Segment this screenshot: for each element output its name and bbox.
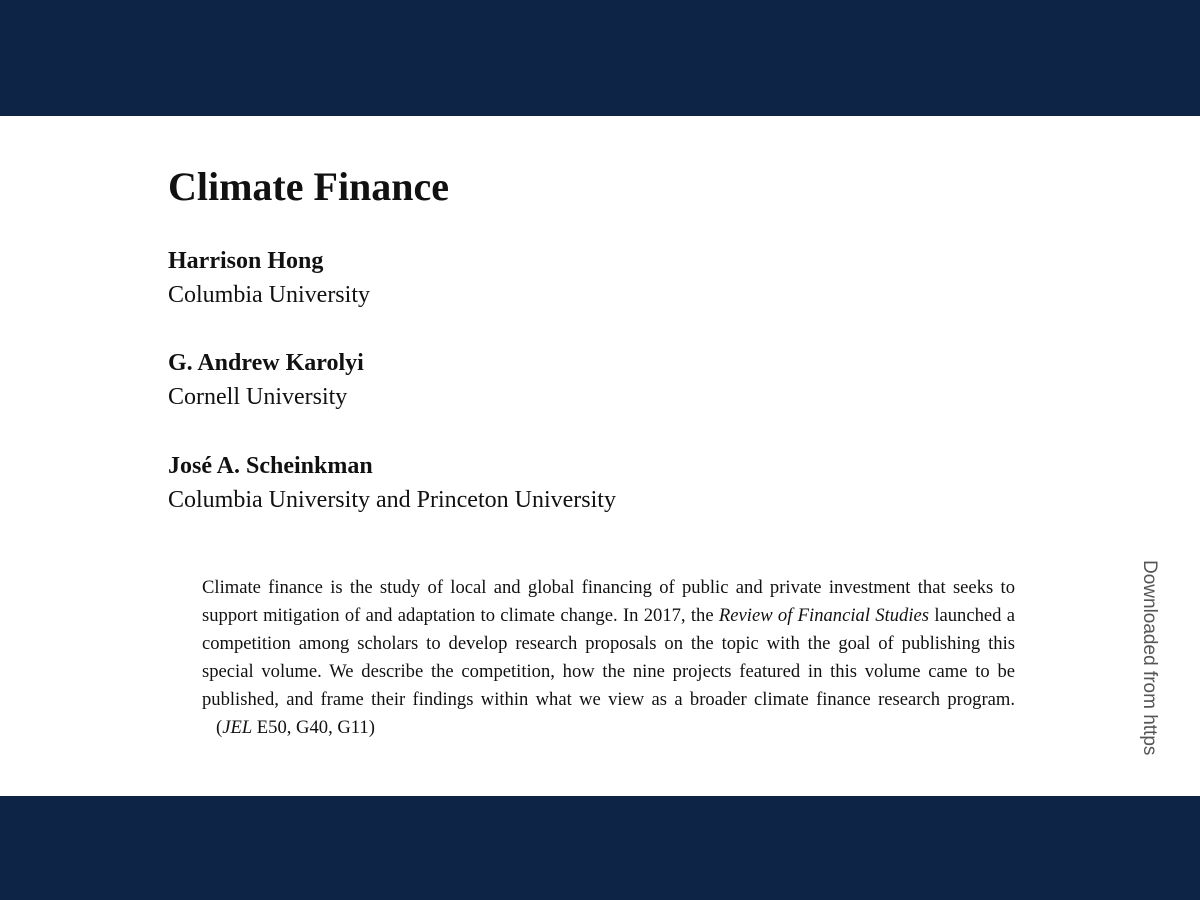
- author-block: [168, 449, 616, 517]
- author-affiliation: Columbia University and Princeton University: [168, 487, 616, 513]
- author-block: [168, 244, 370, 312]
- jel-label: JEL: [222, 717, 253, 738]
- journal-name: Review of Financial Studies: [718, 605, 930, 626]
- abstract: [202, 574, 1015, 742]
- author-name: Harrison Hong: [168, 248, 324, 274]
- abstract-text: Climate finance is the study of local and global financing of public and private investment that seeks to support mitigation of and adaptation to climate change. In 2017, the: [202, 577, 1015, 626]
- author-block: [168, 346, 364, 414]
- top-banner: [0, 0, 1200, 116]
- jel-open: (: [216, 717, 223, 738]
- paper-page: [0, 116, 1200, 796]
- author-name: José A. Scheinkman: [168, 453, 373, 479]
- jel-codes: [202, 717, 375, 738]
- bottom-banner: [0, 796, 1200, 900]
- download-watermark: Downloaded from https: [1139, 560, 1160, 756]
- author-affiliation: Columbia University: [168, 282, 370, 308]
- abstract-text: launched a competition among scholars to develop research proposals on the topic with the goal of publishing this special volume. We describe the competition, how the nine projects featured in this volume came to be published, and frame their findings within what we view as a broader climate finance research program.: [202, 605, 1015, 710]
- author-name: G. Andrew Karolyi: [168, 350, 364, 376]
- paper-title: Climate Finance: [168, 164, 450, 209]
- author-affiliation: Cornell University: [168, 384, 348, 410]
- jel-code-list: E50, G40, G11): [252, 717, 375, 738]
